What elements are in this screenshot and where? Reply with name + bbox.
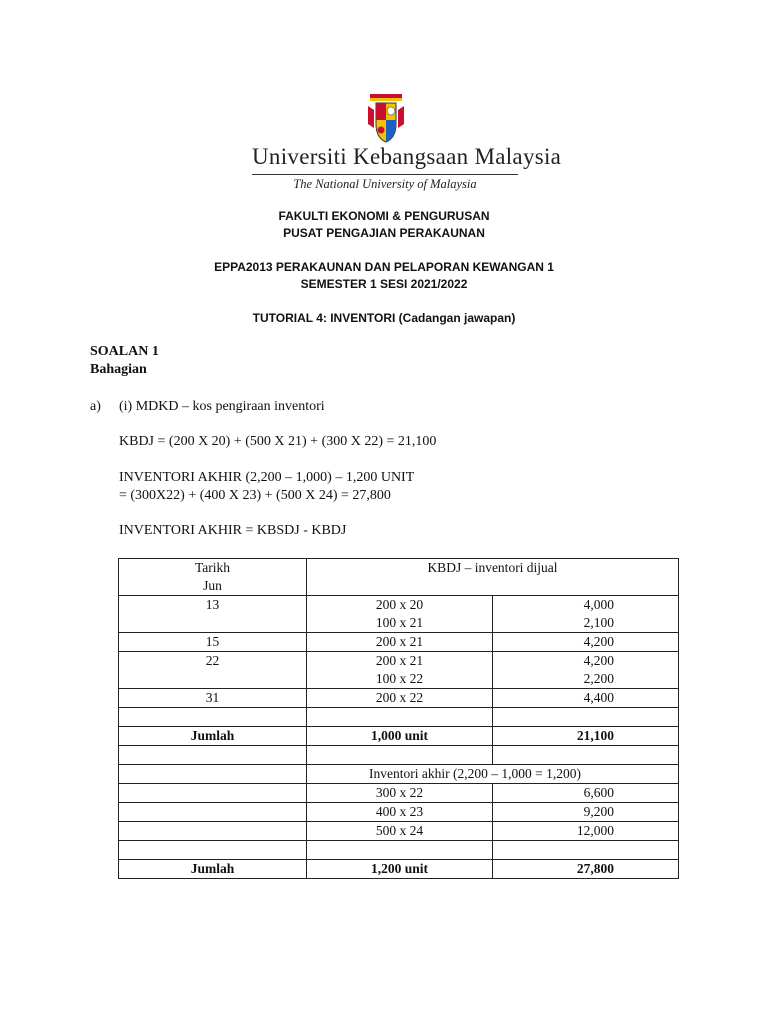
semester-title: SEMESTER 1 SESI 2021/2022 bbox=[300, 277, 468, 291]
table-row bbox=[119, 841, 679, 860]
total-amount: 27,800 bbox=[493, 860, 679, 879]
date-cell: 13 bbox=[119, 596, 307, 633]
amount-text: 4,000 bbox=[583, 597, 614, 612]
amount-cell: 9,200 bbox=[493, 803, 679, 822]
table-row bbox=[119, 652, 679, 689]
calc-line-3: = (300X22) + (400 X 23) + (500 X 24) = 27,800 bbox=[119, 488, 391, 503]
calc-cell: 300 x 22 bbox=[307, 784, 493, 803]
date-cell: 31 bbox=[119, 689, 307, 708]
header-kbdj-cell bbox=[307, 559, 679, 596]
amount-text: 2,200 bbox=[583, 671, 614, 686]
calc-line-4: INVENTORI AKHIR = KBSDJ - KBDJ bbox=[119, 523, 347, 538]
amount-cell: 6,600 bbox=[493, 784, 679, 803]
calc-cell: 200 x 21 bbox=[307, 633, 493, 652]
amount-cell: 4,400 bbox=[493, 689, 679, 708]
calc-cell bbox=[307, 652, 493, 689]
table-row bbox=[119, 822, 679, 841]
table-row bbox=[119, 765, 679, 784]
table-row bbox=[119, 803, 679, 822]
table-row bbox=[119, 746, 679, 765]
header-date-cell bbox=[119, 559, 307, 596]
university-crest-icon bbox=[366, 94, 406, 144]
amount-cell: 4,200 bbox=[493, 633, 679, 652]
date-cell: 15 bbox=[119, 633, 307, 652]
calc-cell: 500 x 24 bbox=[307, 822, 493, 841]
faculty-title: FAKULTI EKONOMI & PENGURUSAN bbox=[278, 209, 490, 223]
amount-text: 4,200 bbox=[583, 653, 614, 668]
calc-text: 100 x 21 bbox=[375, 615, 424, 630]
section-label: Bahagian bbox=[90, 362, 147, 377]
calc-cell bbox=[307, 596, 493, 633]
university-name: Universiti Kebangsaan Malaysia bbox=[252, 144, 562, 169]
amount-cell bbox=[493, 652, 679, 689]
part-label: a) bbox=[90, 399, 101, 414]
table-header-row bbox=[119, 559, 679, 596]
total-units: 1,200 unit bbox=[307, 860, 493, 879]
table-row bbox=[119, 633, 679, 652]
amount-cell: 12,000 bbox=[493, 822, 679, 841]
university-subtitle: The National University of Malaysia bbox=[293, 177, 477, 191]
table-row bbox=[119, 689, 679, 708]
calc-text: 100 x 22 bbox=[375, 671, 424, 686]
inventory-table bbox=[118, 558, 679, 879]
amount-text: 2,100 bbox=[583, 615, 614, 630]
calc-text: 200 x 21 bbox=[375, 653, 424, 668]
calc-cell: 200 x 22 bbox=[307, 689, 493, 708]
total-units: 1,000 unit bbox=[307, 727, 493, 746]
header-month-label: Jun bbox=[203, 578, 222, 593]
total-row bbox=[119, 727, 679, 746]
total-label: Jumlah bbox=[119, 860, 307, 879]
question-title: SOALAN 1 bbox=[90, 344, 159, 359]
header-date-label: Tarikh bbox=[194, 560, 231, 575]
header-divider bbox=[252, 174, 518, 175]
calc-cell: 400 x 23 bbox=[307, 803, 493, 822]
ending-inventory-header: Inventori akhir (2,200 – 1,000 = 1,200) bbox=[307, 765, 679, 784]
part-text: (i) MDKD – kos pengiraan inventori bbox=[119, 399, 325, 414]
calc-line-2: INVENTORI AKHIR (2,200 – 1,000) – 1,200 UNIT bbox=[119, 470, 415, 485]
calc-text: 200 x 20 bbox=[375, 597, 424, 612]
total-amount: 21,100 bbox=[493, 727, 679, 746]
table-row bbox=[119, 708, 679, 727]
course-title: EPPA2013 PERAKAUNAN DAN PELAPORAN KEWANGAN 1 bbox=[214, 260, 554, 274]
total-label: Jumlah bbox=[119, 727, 307, 746]
table-row bbox=[119, 596, 679, 633]
school-title: PUSAT PENGAJIAN PERAKAUNAN bbox=[283, 226, 485, 240]
calc-line-1: KBDJ = (200 X 20) + (500 X 21) + (300 X 22) = 21,100 bbox=[119, 434, 437, 449]
amount-cell bbox=[493, 596, 679, 633]
tutorial-title: TUTORIAL 4: INVENTORI (Cadangan jawapan) bbox=[252, 311, 516, 325]
total-row bbox=[119, 860, 679, 879]
date-cell: 22 bbox=[119, 652, 307, 689]
header-kbdj-label: KBDJ – inventori dijual bbox=[427, 560, 558, 575]
table-row bbox=[119, 784, 679, 803]
